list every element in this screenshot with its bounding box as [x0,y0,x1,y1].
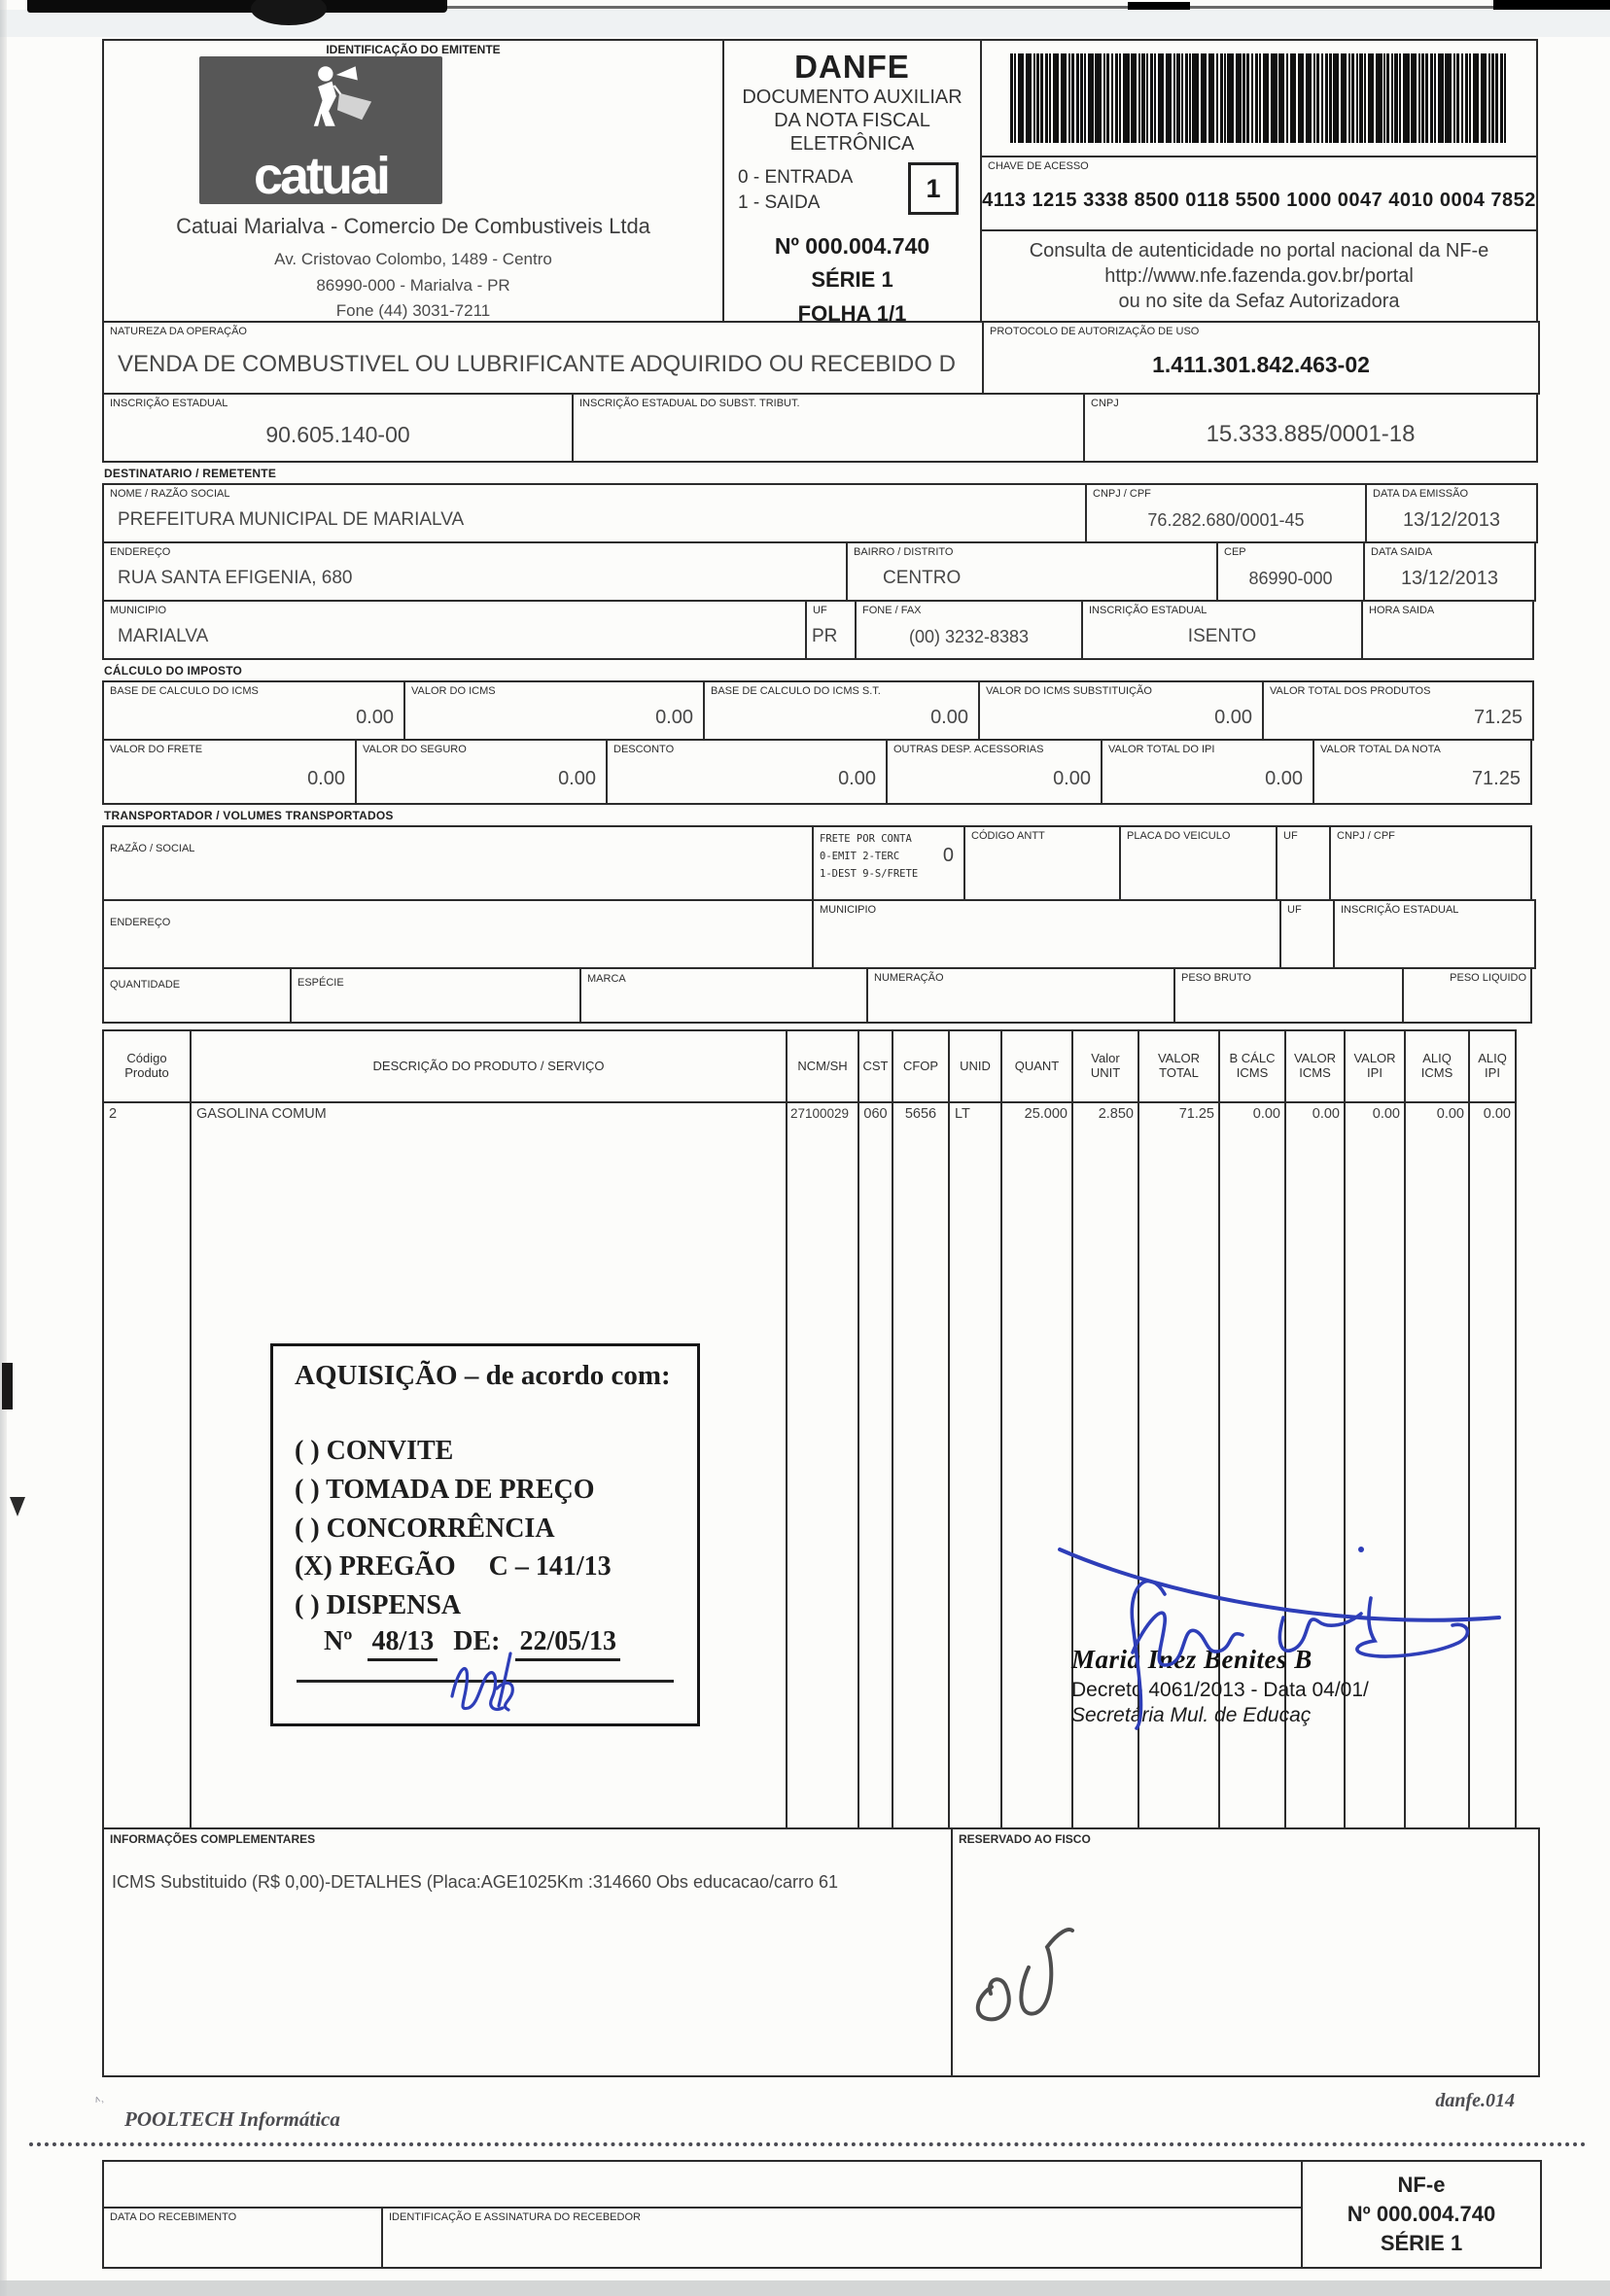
inscricao-estadual-cell [102,393,574,463]
valor-frete-cell [102,739,357,805]
imposto-row-2 [102,739,1542,805]
col-ncm-header: NCM/SH [786,1029,859,1103]
transportador-section-label: TRANSPORTADOR / VOLUMES TRANSPORTADOS [104,809,394,822]
valor-total-nota-cell [1312,739,1532,805]
base-icms-label: BASE DE CALCULO DO ICMS [110,685,259,697]
scan-edge-line [447,6,1610,9]
opcao-concorrencia: ( ) CONCORRÊNCIA [295,1513,555,1544]
data-emissao-value: 13/12/2013 [1402,508,1501,531]
item-cfop-cell [892,1101,950,1829]
item-aliq-icms: 0.00 [1436,1106,1464,1122]
bairro-label: BAIRRO / DISTRITO [854,546,954,558]
razao-social-label: NOME / RAZÃO SOCIAL [110,488,230,500]
scan-dark-segment [1128,2,1190,10]
inscricao-destinatario-label: INSCRIÇÃO ESTADUAL [1089,605,1208,616]
opcao-pregao: (X) PREGÃO [295,1551,456,1583]
inscricao-destinatario-cell [1081,600,1363,660]
destinatario-row-1 [102,483,1542,543]
valor-total-produtos-value: 71.25 [1473,706,1522,728]
valor-seguro-value: 0.00 [558,767,596,789]
imposto-section [102,680,1542,805]
valor-total-produtos-cell [1262,680,1534,741]
emitente-section-label: IDENTIFICAÇÃO DO EMITENTE [326,43,501,56]
informacoes-complementares-cell [102,1827,953,2077]
canhoto-stub [102,2160,1542,2269]
danfe-subtitle-1: DOCUMENTO AUXILIAR [742,87,962,108]
transportador-section [102,825,1542,1024]
scan-left-shadow [0,0,7,2296]
peso-bruto-label: PESO BRUTO [1181,972,1251,984]
razao-transportador-cell [102,825,814,901]
canhoto-nfe-serie: SÉRIE 1 [1380,2230,1463,2255]
endereco-transportador-label: ENDEREÇO [110,917,171,928]
col-vunit-header: Valor UNIT [1071,1029,1139,1103]
consulta-autenticidade [982,231,1536,321]
uf-value: PR [812,626,838,646]
secretaria-stamp-name: Maria Inez Benites B [1071,1645,1312,1674]
perforation-line [29,2142,1587,2146]
catuai-logo [199,56,442,204]
danfe-title: DANFE [794,49,910,85]
frete-conta-label-2: 0-EMIT 2-TERC [820,851,900,862]
opcao-pregao-row [295,1548,612,1586]
canhoto-nfe-title: NF-e [1397,2173,1446,2198]
valor-icms-subst-value: 0.00 [1214,706,1252,728]
nfe-folha: FOLHA 1/1 [797,301,907,326]
cnpj-emitente-value: 15.333.885/0001-18 [1206,421,1416,447]
uf-cell [805,600,857,660]
especie-label: ESPÉCIE [298,977,344,989]
item-ncm-cell [786,1101,859,1829]
inscricao-estadual-label: INSCRIÇÃO ESTADUAL [110,398,228,409]
scan-black-bar [27,0,447,13]
bairro-cell [846,541,1218,602]
hora-saida-cell [1361,600,1534,660]
codigo-antt-cell [963,825,1121,901]
numeracao-cell [866,967,1175,1024]
natureza-value: VENDA DE COMBUSTIVEL OU LUBRIFICANTE ADQUIRIDO OU RECEBIDO D [118,351,956,377]
col-bcalc-header: B CÁLC ICMS [1218,1029,1286,1103]
informacoes-complementares-text: ICMS Substituido (R$ 0,00)-DETALHES (Placa:AGE1025Km :314660 Obs educacao/carro 61 [112,1872,839,1892]
data-emissao-label: DATA DA EMISSÃO [1373,488,1469,500]
chave-acesso-value: 4113 1215 3338 8500 0118 5500 1000 0047 4010 0004 7852 [982,189,1536,211]
marca-cell [579,967,868,1024]
valor-frete-label: VALOR DO FRETE [110,744,203,755]
aquisicao-stamp-box [270,1343,700,1726]
item-codigo: 2 [109,1106,118,1122]
reservado-fisco-label: RESERVADO AO FISCO [959,1832,1091,1846]
item-bcalc: 0.00 [1252,1106,1280,1122]
endereco-cell [102,541,848,602]
cnpj-destinatario-cell [1085,483,1367,543]
software-credit: POOLTECH Informática [124,2107,340,2131]
uf-label: UF [813,605,827,616]
emitente-address-line1: Av. Cristovao Colombo, 1489 - Centro [274,250,552,268]
danfe-subtitle-2: DA NOTA FISCAL [774,110,930,131]
cnpj-transportador-label: CNPJ / CPF [1337,830,1395,842]
fone-cell [855,600,1083,660]
large-blue-signature [1050,1528,1517,1742]
fisco-handwritten-mark [962,1927,1099,2072]
barcode-icon [1010,53,1508,143]
inscricao-transportador-cell [1333,899,1536,969]
item-descricao: GASOLINA COMUM [196,1106,327,1122]
item-ncm: 27100029 [790,1106,850,1121]
municipio-cell [102,600,807,660]
emitente-company-name: Catuai Marialva - Comercio De Combustiveis Ltda [176,214,650,238]
transportador-row-3 [102,967,1542,1024]
opcao-dispensa: ( ) DISPENSA [295,1590,462,1620]
item-cst-cell [858,1101,893,1829]
de-label: DE: [453,1626,501,1656]
especie-cell [290,967,581,1024]
item-vipi: 0.00 [1372,1106,1400,1122]
layout-reference: danfe.014 [1435,2090,1515,2111]
valor-icms-cell [403,680,705,741]
entrada-saida-legend [738,165,853,215]
numeracao-label: NUMERAÇÃO [874,972,944,984]
saida-label: 1 - SAIDA [738,191,821,213]
valor-icms-subst-label: VALOR DO ICMS SUBSTITUIÇÃO [986,685,1152,697]
consulta-line1: Consulta de autenticidade no portal nacional da NF-e [1029,240,1489,261]
opcao-tomada-preco: ( ) TOMADA DE PREÇO [295,1474,595,1505]
frete-conta-value: 0 [942,845,954,866]
col-aliq-ipi-header: ALIQ IPI [1468,1029,1517,1103]
col-vtotal-header: VALOR TOTAL [1138,1029,1220,1103]
chave-acesso-label: CHAVE DE ACESSO [988,160,1089,172]
endereco-transportador-cell [102,899,814,969]
uf-transportador-cell [1276,825,1331,901]
fone-label: FONE / FAX [862,605,922,616]
col-descricao-header: DESCRIÇÃO DO PRODUTO / SERVIÇO [190,1029,788,1103]
identificacao-recebedor-cell [383,2209,1301,2267]
municipio-transportador-label: MUNICIPIO [820,904,877,916]
cnpj-emitente-label: CNPJ [1091,398,1119,409]
inscricao-estadual-value: 90.605.140-00 [265,421,410,447]
logo-figure-icon [272,64,401,128]
item-quant: 25.000 [1024,1106,1068,1122]
data-recebimento-label: DATA DO RECEBIMENTO [110,2211,237,2223]
inscricao-subst-label: INSCRIÇÃO ESTADUAL DO SUBST. TRIBUT. [579,398,800,409]
produtos-header-row [102,1029,1542,1103]
secretaria-stamp-decreto: Decreto 4061/2013 - Data 04/01/ [1071,1679,1369,1701]
item-vtotal: 71.25 [1178,1106,1214,1122]
col-cst-header: CST [858,1029,893,1103]
scan-bottom-edge [0,2280,1610,2296]
col-vipi-header: VALOR IPI [1344,1029,1406,1103]
base-icms-st-label: BASE DE CALCULO DO ICMS S.T. [711,685,881,697]
consulta-line3: ou no site da Sefaz Autorizadora [1118,291,1400,312]
endereco-label: ENDEREÇO [110,546,171,558]
outras-despesas-label: OUTRAS DESP. ACESSORIAS [893,744,1044,755]
nfe-number: Nº 000.004.740 [774,233,930,259]
cnpj-destinatario-value: 76.282.680/0001-45 [1147,509,1305,530]
uf-transportador-label: UF [1283,830,1298,842]
destinatario-section-label: DESTINATARIO / REMETENTE [104,467,277,480]
opcao-convite: ( ) CONVITE [295,1436,454,1466]
emitente-address-line2: 86990-000 - Marialva - PR [316,276,510,295]
logo-wordmark: catuai [253,147,389,206]
emitente-box [102,39,724,323]
footer-squiggle: ᶺ˒ [92,2090,107,2109]
data-saida-cell [1363,541,1536,602]
desconto-value: 0.00 [838,767,876,789]
aquisicao-options [295,1432,612,1625]
canhoto-empty-area [104,2162,1301,2209]
tipo-operacao-box: 1 [908,162,959,215]
placa-veiculo-cell [1119,825,1278,901]
municipio-transportador-cell [812,899,1281,969]
municipio-value: MARIALVA [118,626,209,646]
col-vicms-header: VALOR ICMS [1284,1029,1346,1103]
inscricao-row [102,393,1542,463]
peso-bruto-cell [1173,967,1404,1024]
hora-saida-label: HORA SAIDA [1369,605,1435,616]
item-aliq-ipi: 0.00 [1483,1106,1511,1122]
protocolo-value: 1.411.301.842.463-02 [1152,351,1370,377]
header-row [102,39,1542,326]
numero-label: Nº [324,1626,353,1656]
frete-por-conta-cell [812,825,965,901]
consulta-url: http://www.nfe.fazenda.gov.br/portal [1104,265,1414,287]
barcode-area [982,41,1536,157]
destinatario-section [102,483,1542,660]
protocolo-cell [982,321,1540,395]
frete-conta-label-1: FRETE POR CONTA [820,833,912,845]
cnpj-transportador-cell [1329,825,1532,901]
quantidade-label: QUANTIDADE [110,979,181,991]
peso-liquido-cell [1402,967,1532,1024]
base-icms-cell [102,680,405,741]
natureza-operacao-cell [102,321,984,395]
outras-despesas-cell [886,739,1102,805]
canhoto-nfe-box [1301,2160,1542,2269]
data-saida-label: DATA SAIDA [1371,546,1433,558]
bairro-value: CENTRO [883,568,962,588]
aquisicao-title: AQUISIÇÃO – de acordo com: [295,1360,671,1391]
small-blue-signature [438,1646,545,1716]
danfe-subtitle-3: ELETRÔNICA [789,133,915,155]
acesso-box [980,39,1538,323]
scan-dark-segment [1493,0,1610,10]
numero-value: 48/13 [368,1626,438,1661]
nfe-serie: SÉRIE 1 [811,267,893,292]
outras-despesas-value: 0.00 [1053,767,1091,789]
canhoto-left-box [102,2160,1303,2269]
scan-left-mark [10,1497,25,1516]
valor-total-produtos-label: VALOR TOTAL DOS PRODUTOS [1270,685,1431,697]
data-value: 22/05/13 [515,1626,620,1661]
col-quant-header: QUANT [1000,1029,1073,1103]
municipio-label: MUNICIPIO [110,605,167,616]
valor-total-ipi-value: 0.00 [1265,767,1303,789]
cep-cell [1216,541,1365,602]
cep-value: 86990-000 [1248,568,1333,588]
col-cfop-header: CFOP [892,1029,950,1103]
marca-label: MARCA [587,973,626,985]
valor-frete-value: 0.00 [307,767,345,789]
base-icms-st-value: 0.00 [930,706,968,728]
complementares-row [102,1827,1542,2077]
destinatario-row-3 [102,600,1542,660]
emitente-phone: Fone (44) 3031-7211 [335,301,491,320]
data-saida-value: 13/12/2013 [1400,567,1499,589]
uf2-transportador-cell [1279,899,1335,969]
base-icms-value: 0.00 [356,706,394,728]
transportador-row-2 [102,899,1542,969]
col-unid-header: UNID [948,1029,1002,1103]
invoice-body [102,39,1542,2077]
canhoto-nfe-numero: Nº 000.004.740 [1347,2202,1496,2227]
entrada-label: 0 - ENTRADA [738,167,854,188]
natureza-row [102,321,1542,395]
valor-icms-value: 0.00 [655,706,693,728]
valor-total-ipi-label: VALOR TOTAL DO IPI [1108,744,1215,755]
codigo-antt-label: CÓDIGO ANTT [971,830,1045,842]
destinatario-row-2 [102,541,1542,602]
razao-social-value: PREFEITURA MUNICIPAL DE MARIALVA [118,509,465,530]
valor-seguro-cell [355,739,608,805]
desconto-cell [606,739,888,805]
secretaria-stamp-cargo: Secretária Mul. de Educaç [1071,1704,1312,1726]
placa-veiculo-label: PLACA DO VEICULO [1127,830,1231,842]
item-unid: LT [955,1106,970,1122]
item-vicms: 0.00 [1312,1106,1340,1122]
col-codigo-header: Código Produto [102,1029,192,1103]
inscricao-subst-cell [572,393,1085,463]
uf2-transportador-label: UF [1287,904,1302,916]
desconto-label: DESCONTO [613,744,675,755]
opcao-pregao-ref: C – 141/13 [488,1551,612,1583]
hora-saida-value [1363,615,1532,658]
valor-total-ipi-cell [1101,739,1314,805]
item-cfop: 5656 [904,1106,937,1122]
valor-seguro-label: VALOR DO SEGURO [363,744,467,755]
item-cst: 060 [863,1106,888,1122]
scan-top-tint [0,10,1610,37]
item-unid-cell [948,1101,1002,1829]
cep-label: CEP [1224,546,1246,558]
razao-transportador-label: RAZÃO / SOCIAL [110,843,195,854]
frete-conta-label-3: 1-DEST 9-S/FRETE [820,868,919,880]
item-codigo-cell [102,1101,192,1829]
peso-liquido-label: PESO LIQUIDO [1450,972,1526,984]
valor-total-nota-value: 71.25 [1471,767,1521,789]
endereco-value: RUA SANTA EFIGENIA, 680 [118,568,353,588]
protocolo-label: PROTOCOLO DE AUTORIZAÇÃO DE USO [990,326,1200,337]
danfe-box [722,39,982,326]
data-emissao-cell [1365,483,1538,543]
base-icms-st-cell [703,680,980,741]
fone-value: (00) 3232-8383 [908,626,1030,646]
transportador-row-1 [102,825,1542,901]
valor-icms-label: VALOR DO ICMS [411,685,496,697]
scan-left-mark [2,1363,13,1409]
inscricao-destinatario-value: ISENTO [1187,626,1257,646]
cnpj-destinatario-label: CNPJ / CPF [1093,488,1151,500]
col-aliq-icms-header: ALIQ ICMS [1404,1029,1470,1103]
data-recebimento-cell [104,2209,383,2267]
inscricao-transportador-label: INSCRIÇÃO ESTADUAL [1341,904,1459,916]
chave-acesso-cell [982,157,1536,231]
cnpj-emitente-cell [1083,393,1538,463]
imposto-row-1 [102,680,1542,741]
imposto-section-label: CÁLCULO DO IMPOSTO [104,664,243,678]
canhoto-bottom-row [104,2209,1301,2267]
inscricao-subst-value [574,408,1083,461]
valor-total-nota-label: VALOR TOTAL DA NOTA [1320,744,1441,755]
item-vunit: 2.850 [1098,1106,1134,1122]
quantidade-cell [102,967,292,1024]
razao-social-cell [102,483,1087,543]
valor-icms-subst-cell [978,680,1264,741]
informacoes-complementares-label: INFORMAÇÕES COMPLEMENTARES [110,1832,316,1846]
natureza-label: NATUREZA DA OPERAÇÃO [110,326,247,337]
identificacao-recebedor-label: IDENTIFICAÇÃO E ASSINATURA DO RECEBEDOR [389,2211,641,2223]
